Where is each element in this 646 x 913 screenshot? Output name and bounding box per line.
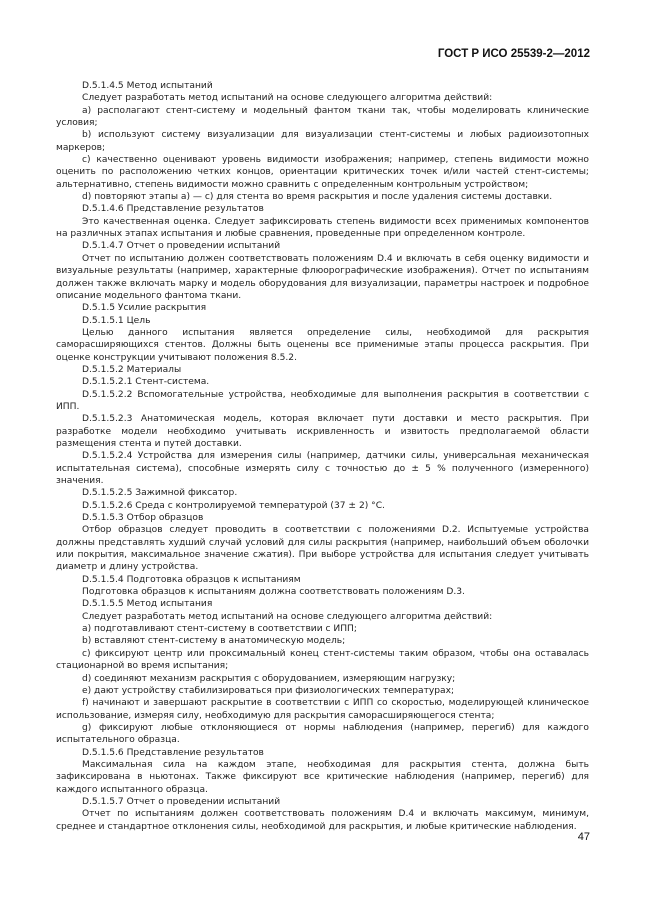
list-item: D.5.1.5.2.3 Анатомическая модель, которая включает пути доставки и место раскрытия. При разработке модели необходимо учитывать искривленность и извитость предполагаемой области размещения стента и путей доставки. [56,414,589,449]
paragraph: Отчет по испытанию должен соответствовать положениям D.4 и включать в себя оценку видимости и визуальные результаты (например, характерные флюорографические изображения). Отчет по испытаниям должен также включать марку и модель оборудования для визуализации, параметры настроек и подробное описание модельного фантома ткани. [56,253,589,301]
section-heading: D.5.1.5.3 Отбор образцов [82,513,204,524]
list-item: d) соединяют механизм раскрытия с оборудованием, измеряющим нагрузку; [82,673,456,684]
list-item: d) повторяют этапы а) — с) для стента во время раскрытия и после удаления системы доставки. [82,192,553,203]
section-heading: D.5.1.5.1 Цель [82,315,151,326]
list-item: D.5.1.5.2.5 Зажимной фиксатор. [82,488,238,499]
list-item: f) начинают и завершают раскрытие в соответствии с ИПП со скоростью, моделирующей клиническое использование, измеряя силу, необходимую для раскрытия саморасширяющегося стента; [56,698,589,721]
paragraph: Отчет по испытаниям должен соответствовать положениям D.4 и включать максимум, минимум, среднее и стандартное отклонения силы, необходимой для раскрытия, и любые критические наблюдения. [56,809,589,832]
list-item: c) фиксируют центр или проксимальный конец стент-системы таким образом, чтобы она оставалась стационарной во время испытания; [56,648,589,672]
section-heading: D.5.1.4.5 Метод испытаний [82,81,213,91]
section-heading: D.5.1.5.6 Представление результатов [82,747,264,758]
paragraph: Подготовка образцов к испытаниям должна соответствовать положениям D.3. [82,587,465,598]
section-heading: D.5.1.5.7 Отчет о проведении испытаний [82,796,281,807]
document-body [56,80,589,833]
list-item: b) используют систему визуализации для визуализации стент-системы и любых радиоизотопных маркеров; [56,130,589,153]
paragraph: Максимальная сила на каждом этапе, необходимая для раскрытия стента, должна быть зафиксирована в ньютонах. Также фиксируют все критические наблюдения (например, перегиб) для каждого испытанного образца. [56,759,589,795]
page-number: 47 [577,831,590,843]
section-heading: D.5.1.5.2 Материалы [82,364,182,375]
list-item: D.5.1.5.2.6 Среда с контролируемой температурой (37 ± 2) °C. [82,500,385,511]
list-item: D.5.1.5.2.4 Устройства для измерения силы (например, датчики силы, универсальная механическая испытательная система), способные измерять силу с точностью до ± 5 % полученного (измеренного) значения. [56,451,589,486]
section-heading: D.5.1.5.5 Метод испытания [82,599,213,610]
list-item: b) вставляют стент-систему в анатомическую модель; [82,636,346,647]
list-item: D.5.1.5.2.1 Стент-система. [82,377,210,388]
paragraph: Следует разработать метод испытаний на основе следующего алгоритма действий: [82,93,493,104]
list-item: a) располагают стент-систему и модельный фантом ткани так, чтобы моделировать клинические условия; [56,105,589,129]
paragraph: Это качественная оценка. Следует зафиксировать степень видимости всех применимых компонентов на различных этапах испытания и любые сравнения, проведенные при определенном контроле. [56,216,589,240]
list-item: c) качественно оценивают уровень видимости изображения; например, степень видимости можно оценить по расположению четких концов, ориентации критических точек и/или частей стент-системы; альтернативно, степень видимости можно сравнить с определенным контрольным устройством; [56,155,589,190]
paragraph: Отбор образцов следует проводить в соответствии с положениями D.2. Испытуемые устройства должны представлять худший случай условий для силы раскрытия (например, наибольший объем оболочки или покрытия, максимальное значение сжатия). При выборе устройства для испытания следует учитывать диаметр и длину устройства. [56,525,589,573]
list-item: a) подготавливают стент-систему в соответствии с ИПП; [82,624,357,635]
list-item: e) дают устройству стабилизироваться при физиологических температурах; [82,685,455,696]
document-header: ГОСТ Р ИСО 25539-2—2012 [437,48,590,60]
list-item: g) фиксируют любые отклоняющиеся от нормы наблюдения (например, перегиб) для каждого испытательного образца. [56,722,589,746]
section-heading: D.5.1.4.6 Представление результатов [82,204,264,215]
section-heading: D.5.1.5 Усилие раскрытия [82,303,207,314]
paragraph: Целью данного испытания является определение силы, необходимой для раскрытия саморасширяющихся стентов. Должны быть оценены все применимые этапы процесса раскрытия. При оценке конструкции учитывают положения 8.5.2. [56,327,589,363]
paragraph: Следует разработать метод испытаний на основе следующего алгоритма действий: [82,611,493,622]
list-item: D.5.1.5.2.2 Вспомогательные устройства, необходимые для выполнения раскрытия в соответствии с ИПП. [56,389,589,412]
section-heading: D.5.1.4.7 Отчет о проведении испытаний [82,241,281,252]
section-heading: D.5.1.5.4 Подготовка образцов к испытаниям [82,574,301,585]
